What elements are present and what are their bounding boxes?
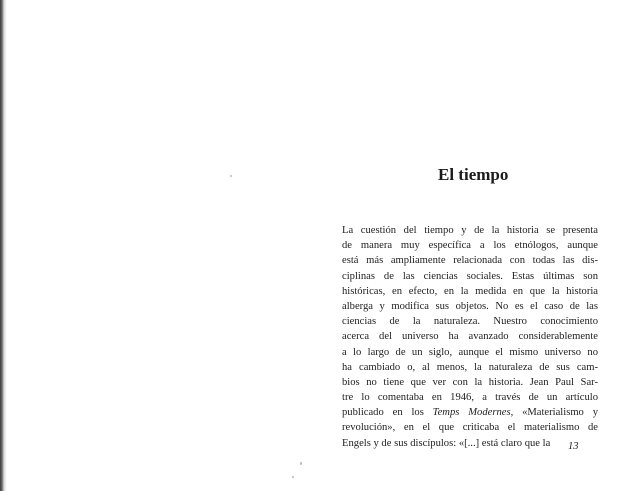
text-line: publicado en los Temps Modernes, «Materialismo y — [342, 407, 598, 419]
text-line: bios no tiene que ver con la historia. Jean Paul Sar- — [342, 376, 598, 388]
scan-speck — [300, 462, 302, 465]
scan-speck — [292, 476, 294, 478]
page-binding-edge — [0, 0, 7, 491]
text-line: está más ampliamente relacionada con todas las dis- — [342, 255, 598, 267]
journal-title: Temps Modernes — [432, 407, 511, 419]
text-line: La cuestión del tiempo y de la historia se presenta — [342, 225, 598, 236]
page-number: 13 — [568, 441, 579, 452]
text-line: ha cambiado o, al menos, la naturaleza de sus cam- — [342, 361, 598, 373]
scan-speck — [230, 175, 232, 177]
chapter-title: El tiempo — [438, 165, 509, 184]
text-line: ciplinas de las ciencias sociales. Estas últimas son — [342, 270, 598, 282]
text-line: Engels y de sus discípulos: «[...] está claro que la — [342, 437, 551, 449]
text-line: de manera muy específica a los etnólogos, aunque — [342, 240, 598, 252]
body-paragraph — [342, 223, 598, 451]
text-line: acerca del universo ha avanzado considerablemente — [342, 331, 598, 343]
text-line: a lo largo de un siglo, aunque el mismo universo no — [342, 346, 598, 358]
text-line: históricas, en efecto, en la medida en que la historia — [342, 285, 598, 297]
text-line: alberga y modifica sus objetos. No es el caso de las — [342, 300, 598, 312]
text-line: revolución», en el que criticaba el materialismo de — [342, 422, 598, 434]
text-line: tre lo comentaba en 1946, a través de un artículo — [342, 392, 598, 404]
text-line: ciencias de la naturaleza. Nuestro conocimiento — [342, 316, 598, 328]
